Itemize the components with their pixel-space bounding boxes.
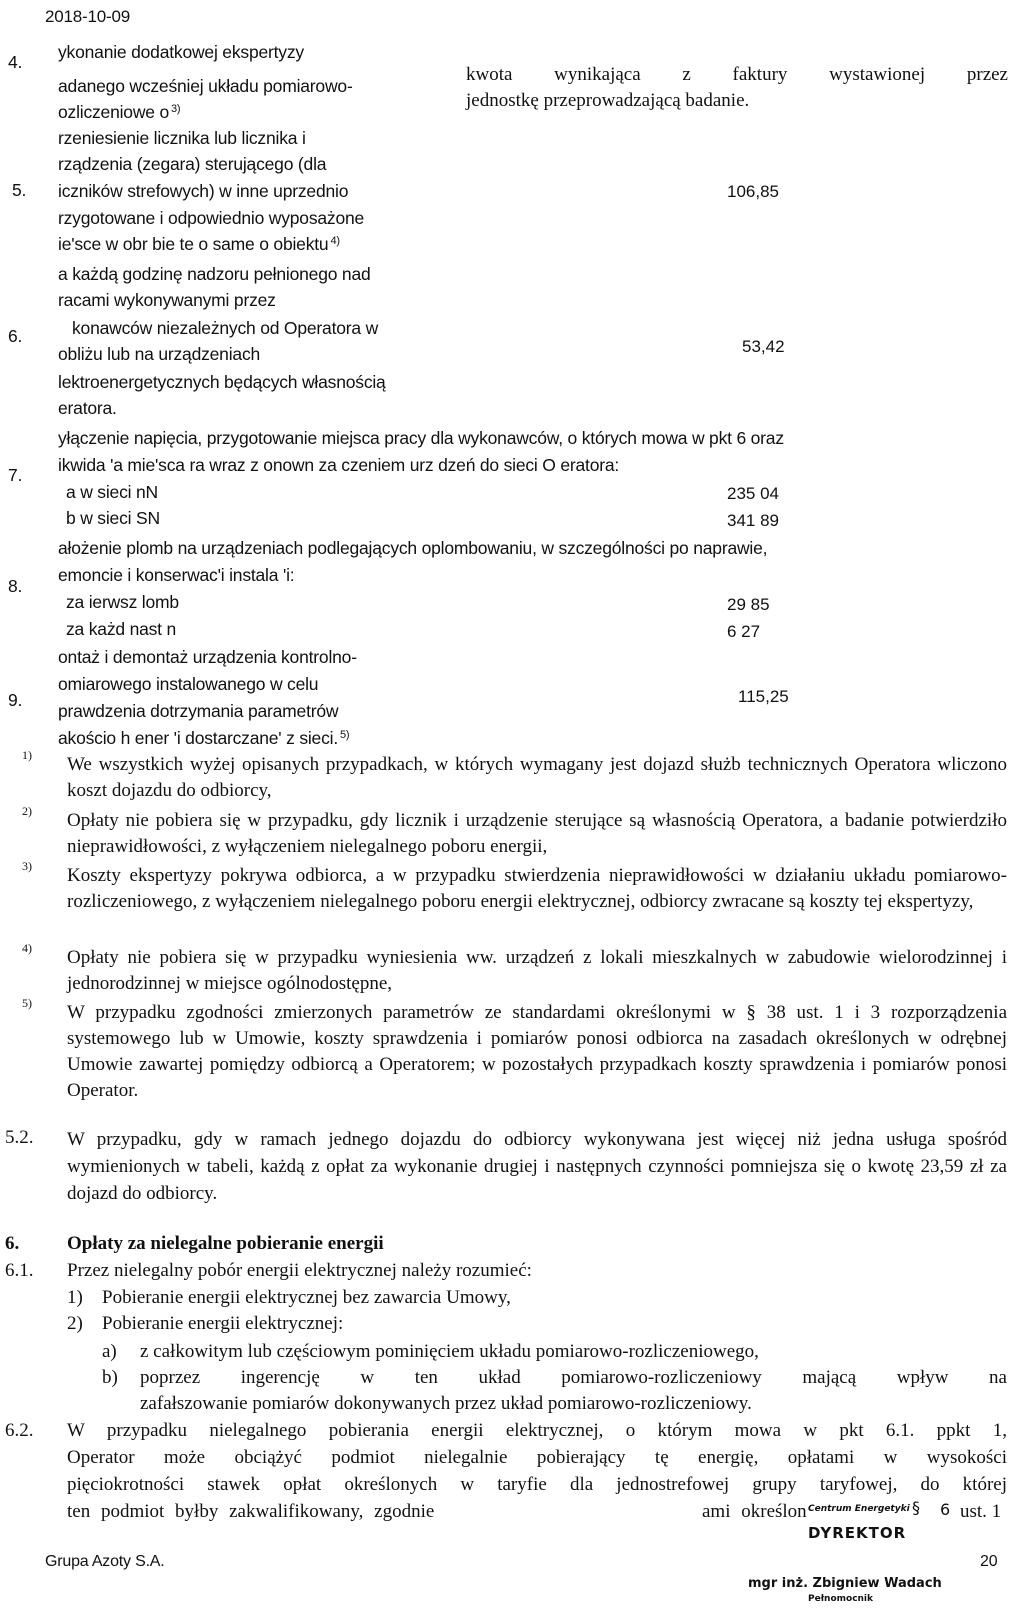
stamp-section-sign: § <box>912 1498 920 1517</box>
item-b-mark: b) <box>102 1367 118 1388</box>
item-1-mark: 1) <box>67 1287 83 1308</box>
row-7-option-a: a w sieci nN <box>66 482 158 502</box>
row-9-line-4: akościo h ener 'i dostarczane' z sieci. $^{5)}$ <box>58 728 350 748</box>
document-date: 2018-10-09 <box>45 7 130 26</box>
row-5-line-1: rzeniesienie licznika lub licznika i <box>58 128 306 148</box>
row-4-number: 4. <box>8 52 23 72</box>
section-6-2-line-4b: ami określon <box>702 1501 807 1522</box>
section-6-title: Opłaty za nielegalne pobieranie energii <box>67 1233 384 1254</box>
footnote-1-text: We wszystkich wyżej opisanych przypadkach, w których wymagany jest dojazd służb technicznych Operatora wliczono koszt dojazdu do odbiorcy, <box>67 754 1007 801</box>
section-6-2-line-1: W przypadku nielegalnego pobierania energii elektrycznej, o którym mowa w pkt 6.1. ppkt 1, <box>67 1420 1007 1441</box>
row-6-line-3: konawców niezależnych od Operatora w <box>72 318 379 338</box>
row-4-line-3: ozliczeniowe o $^{3)}$ <box>58 102 181 122</box>
row-7-number: 7. <box>8 465 23 485</box>
page-number: 20 <box>980 1553 998 1570</box>
footnote-2-mark: 2) <box>22 804 32 818</box>
row-9-price: 115,25 <box>738 687 789 706</box>
section-6-2-line-4c: ust. 1 <box>960 1501 1002 1522</box>
stamp-role: Pełnomocnik <box>808 1594 874 1604</box>
row-8-number: 8. <box>8 576 23 596</box>
stamp-section-number: 6 <box>940 1500 951 1519</box>
row-9-line-3: prawdzenia dotrzymania parametrów <box>58 701 339 721</box>
row-6-price: 53,42 <box>742 337 785 356</box>
row-8-line-1: ałożenie plomb na urządzeniach podlegających oplombowaniu, w szczególności po naprawie, <box>58 538 768 558</box>
footnote-ref-4: 4) <box>330 235 340 247</box>
row-8-option-a: za ierwsz lomb <box>66 592 179 612</box>
item-b-line-1: poprzez ingerencję w ten układ pomiarowo-rozliczeniowy mającą wpływ na <box>140 1367 1007 1388</box>
row-6-line-2: racami wykonywanymi przez <box>58 290 276 310</box>
row-7-line-2: ikwida 'a mie'sca ra wraz z onown za czeniem urz dzeń do sieci O eratora: <box>58 455 620 475</box>
section-5-2-number: 5.2. <box>5 1127 34 1148</box>
row-8-option-b: za każd nast n <box>66 619 177 639</box>
section-5-2-text: W przypadku, gdy w ramach jednego dojazdu do odbiorcy wykonywana jest więcej niż jedna usługa spośród wymienionych w tabeli, każdą z opłat za wykonanie drugiej i następnych czynności pomniejsza się o kwotę 23,59 zł za dojazd do odbiorcy. <box>67 1129 1007 1204</box>
stamp-title: DYREKTOR <box>808 1524 907 1542</box>
stamp-top-line: Centrum Energetyki <box>808 1504 910 1514</box>
footnote-2-text: Opłaty nie pobiera się w przypadku, gdy licznik i urządzenie sterujące są własnością Operatora, a badanie potwierdziło nieprawidłowości, z wyłączeniem nielegalnego poboru energii, <box>67 810 1007 857</box>
row-9-line-2: omiarowego instalowanego w celu <box>58 674 319 694</box>
row-6-line-6: eratora. <box>58 398 117 418</box>
item-2-text: Pobieranie energii elektrycznej: <box>102 1313 344 1334</box>
row-5-line-5: ie'sce w obr bie te o same o obiektu $^{4)}$ <box>58 234 340 254</box>
footnote-3-text: Koszty ekspertyzy pokrywa odbiorca, a w przypadku stwierdzenia nieprawidłowości w działaniu układu pomiarowo-rozliczeniowego, z wyłączeniem nielegalnego poboru energii elektrycznej, odbiorcy zwracane są koszty tej ekspertyzy, <box>67 865 1007 912</box>
row-6-line-4: obliżu lub na urządzeniach <box>58 344 261 364</box>
row-5-line-3: iczników strefowych) w inne uprzednio <box>58 181 349 201</box>
footnote-5-text: W przypadku zgodności zmierzonych parametrów ze standardami określonymi w § 38 ust. 1 i 3 rozporządzenia systemowego lub w Umowie, koszty sprawdzenia i pomiarów ponosi odbiorca na zasadach określonych w odrębnej Umowie zawartej pomiędzy odbiorcą a Operatorem; w pozostałych przypadkach koszty sprawdzenia i pomiarów ponosi Operator. <box>67 1002 1007 1101</box>
section-6-2-line-3: pięciokrotności stawek opłat określonych w taryfie dla jednostrefowej grupy taryfowej, do której <box>67 1474 1007 1495</box>
footnote-5-mark: 5) <box>22 996 32 1010</box>
row-4-description-line-2: jednostkę przeprowadzającą badanie. <box>466 90 750 111</box>
row-5-line-2: rządzenia (zegara) sterującego (dla <box>58 154 327 174</box>
row-8-price-b: 6 27 <box>727 622 761 641</box>
row-6-number: 6. <box>8 326 23 346</box>
row-7-price-b: 341 89 <box>727 511 779 530</box>
section-6-number: 6. <box>5 1233 20 1254</box>
footer-company: Grupa Azoty S.A. <box>45 1553 165 1570</box>
row-4-line-1: ykonanie dodatkowej ekspertyzy <box>58 42 304 62</box>
footnote-4-text: Opłaty nie pobiera się w przypadku wyniesienia ww. urządzeń z lokali mieszkalnych w zabudowie wielorodzinnej i jednorodzinnej w miejsce ogólnodostępne, <box>67 947 1007 994</box>
section-6-2-line-2: Operator może obciążyć podmiot nielegalnie pobierający tę energię, opłatami w wysokości <box>67 1447 1007 1468</box>
row-7-line-1: yłączenie napięcia, przygotowanie miejsca pracy dla wykonawców, o których mowa w pkt 6 oraz <box>58 428 784 448</box>
item-a-text: z całkowitym lub częściowym pominięciem układu pomiarowo-rozliczeniowego, <box>140 1341 759 1362</box>
row-4-description-line-1: kwota wynikająca z faktury wystawionej przez <box>466 64 1008 85</box>
footnote-1-mark: 1) <box>22 748 32 762</box>
footnote-3-mark: 3) <box>22 859 32 873</box>
section-6-1-intro: Przez nielegalny pobór energii elektrycznej należy rozumieć: <box>67 1260 532 1281</box>
footnote-ref-3: 3) <box>171 103 181 115</box>
section-6-1-number: 6.1. <box>5 1260 34 1281</box>
row-7-option-b: b w sieci SN <box>66 508 160 528</box>
row-9-line-1: ontaż i demontaż urządzenia kontrolno- <box>58 647 357 667</box>
item-2-mark: 2) <box>67 1313 83 1334</box>
row-8-line-2: emoncie i konserwac'i instala 'i: <box>58 565 295 585</box>
row-9-number: 9. <box>8 690 23 710</box>
item-1-text: Pobieranie energii elektrycznej bez zawarcia Umowy, <box>102 1287 511 1308</box>
item-a-mark: a) <box>102 1341 117 1362</box>
footnote-4-mark: 4) <box>22 941 32 955</box>
stamp-name: mgr inż. Zbigniew Wadach <box>748 1576 942 1591</box>
row-7-price-a: 235 04 <box>727 484 779 503</box>
row-6-line-5: lektroenergetycznych będących własnością <box>58 372 386 392</box>
section-6-2-number: 6.2. <box>5 1420 34 1441</box>
row-5-line-4: rzygotowane i odpowiednio wyposażone <box>58 208 365 228</box>
row-6-line-1: a każdą godzinę nadzoru pełnionego nad <box>58 264 371 284</box>
row-4-line-2: adanego wcześniej układu pomiarowo- <box>58 76 353 96</box>
row-8-price-a: 29 85 <box>727 595 770 614</box>
footnote-ref-5: 5) <box>340 729 350 741</box>
row-5-price: 106,85 <box>727 182 779 201</box>
row-5-number: 5. <box>12 180 27 200</box>
item-b-line-2: zafałszowanie pomiarów dokonywanych przez układ pomiarowo-rozliczeniowy. <box>140 1393 752 1414</box>
section-6-2-line-4a: ten podmiot byłby zakwalifikowany, zgodnie <box>67 1501 435 1522</box>
